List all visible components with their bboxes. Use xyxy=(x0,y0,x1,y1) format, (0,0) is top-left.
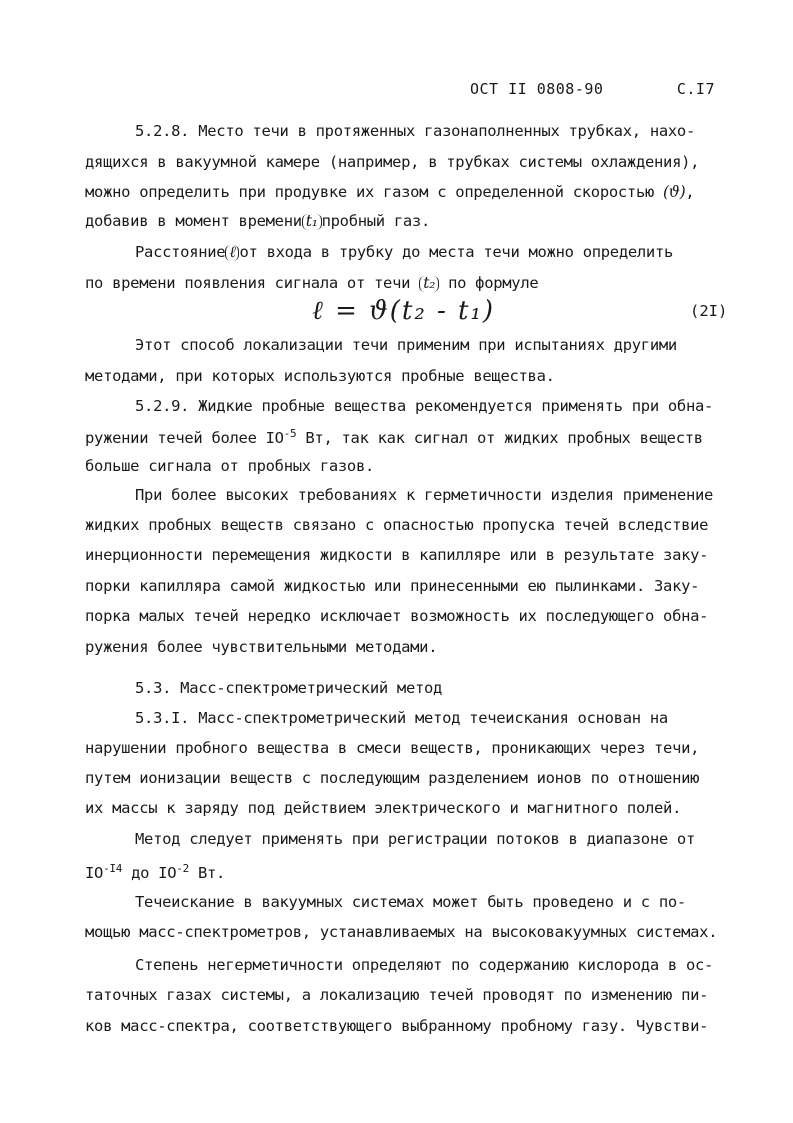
text-segment: дящихся в вакуумной камере (например, в трубках системы охлаждения), xyxy=(85,153,700,171)
text-segment: путем ионизации веществ с последующим разделением ионов по отношению xyxy=(85,769,700,787)
text-segment: Вт, так как сигнал от жидких пробных веществ xyxy=(296,429,703,448)
text-segment: Этот способ локализации течи применим при испытаниях другими xyxy=(135,336,677,354)
text-line xyxy=(135,397,713,415)
text-line xyxy=(85,607,708,625)
exponent: -I4 xyxy=(103,862,123,875)
text-segment: При более высоких требованиях к герметичности изделия применение xyxy=(135,486,714,504)
handwritten-symbol: ℓ xyxy=(225,245,239,261)
page-number: С.I7 xyxy=(676,80,715,98)
text-line xyxy=(135,956,713,974)
exponent: -2 xyxy=(176,862,189,875)
text-line xyxy=(135,122,695,140)
text-line xyxy=(85,638,437,656)
text-segment: по формуле xyxy=(439,274,539,292)
text-segment: 5.2.8. Место течи в протяженных газонаполненных трубках, нахо- xyxy=(135,122,695,140)
text-line xyxy=(85,153,699,171)
text-line xyxy=(85,862,225,882)
text-segment: жидких пробных веществ связано с опасностью пропуска течей вследствие xyxy=(85,516,709,534)
text-line xyxy=(85,516,708,534)
text-segment: от входа в трубку до места течи можно определить xyxy=(239,243,674,261)
text-line xyxy=(85,367,555,385)
text-segment: их массы к заряду под действием электрического и магнитного полей. xyxy=(85,799,682,817)
text-line xyxy=(135,830,695,848)
text-line xyxy=(85,274,538,292)
equation-number: (2I) xyxy=(690,302,728,320)
text-line xyxy=(135,336,677,354)
text-segment: до IO xyxy=(122,864,177,883)
text-segment: Вт. xyxy=(188,864,226,883)
text-segment: IO xyxy=(85,864,104,883)
text-line xyxy=(85,1017,708,1035)
text-segment: мощью масс-спектрометров, устанавливаемых на высоковакуумных системах. xyxy=(85,923,718,941)
text-line xyxy=(85,799,681,817)
text-line xyxy=(85,986,708,1004)
text-line xyxy=(135,893,686,911)
text-line xyxy=(135,243,673,261)
text-segment: порки капилляра самой жидкостью или принесенными ею пылинками. Заку- xyxy=(85,577,700,595)
standard-code: ОСТ II 0808-90 xyxy=(470,80,604,98)
text-line xyxy=(85,183,694,201)
page-header xyxy=(470,80,715,98)
text-segment: ружении течей более IO xyxy=(85,429,284,448)
text-line xyxy=(135,486,713,504)
text-line xyxy=(85,739,699,757)
handwritten-symbol: (ϑ) xyxy=(663,183,686,201)
text-segment: ружения более чувствительными методами. xyxy=(85,638,438,656)
text-segment: таточных газах системы, а локализацию течей проводят по изменению пи- xyxy=(85,986,709,1004)
text-segment: пробный газ. xyxy=(321,212,430,230)
text-line xyxy=(85,457,374,475)
text-segment: по времени появления сигнала от течи xyxy=(85,274,420,292)
text-line xyxy=(85,923,717,941)
text-line xyxy=(85,427,703,447)
text-segment: больше сигнала от пробных газов. xyxy=(85,457,375,475)
text-segment: 5.3.I. Масс-спектрометрический метод течеискания основан на xyxy=(135,709,668,727)
text-segment: Степень негерметичности определяют по содержанию кислорода в ос- xyxy=(135,956,714,974)
text-segment: инерционности перемещения жидкости в капилляре или в результате заку- xyxy=(85,546,709,564)
text-segment: нарушении пробного вещества в смеси веществ, проникающих через течи, xyxy=(85,739,700,757)
handwritten-symbol: t₁ xyxy=(302,214,322,230)
text-segment: можно определить при продувке их газом с определенной скоростью xyxy=(85,183,664,201)
text-line xyxy=(135,709,668,727)
text-segment: Метод следует применять при регистрации потоков в диапазоне от xyxy=(135,830,695,848)
formula-21: ℓ = ϑ(t₂ - t₁) xyxy=(312,296,496,326)
text-segment: добавив в момент времени xyxy=(85,212,302,230)
exponent: -5 xyxy=(283,427,297,440)
text-segment: 5.3. Масс-спектрометрический метод xyxy=(135,679,443,697)
text-line xyxy=(85,546,708,564)
handwritten-symbol: t₂ xyxy=(419,276,439,292)
text-segment: методами, при которых используются пробные вещества. xyxy=(85,367,555,385)
text-segment: Течеискание в вакуумных системах может быть проведено и с по- xyxy=(135,893,686,911)
text-line xyxy=(85,769,699,787)
text-line xyxy=(135,679,442,697)
text-segment: , xyxy=(685,183,695,201)
text-segment: Расстояние xyxy=(135,243,226,261)
text-line xyxy=(85,212,430,230)
text-segment: ков масс-спектра, соответствующего выбранному пробному газу. Чувстви- xyxy=(85,1017,709,1035)
text-segment: 5.2.9. Жидкие пробные вещества рекомендуется применять при обна- xyxy=(135,397,714,415)
text-line xyxy=(85,577,699,595)
text-segment: порка малых течей нередко исключает возможность их последующего обна- xyxy=(85,607,709,625)
